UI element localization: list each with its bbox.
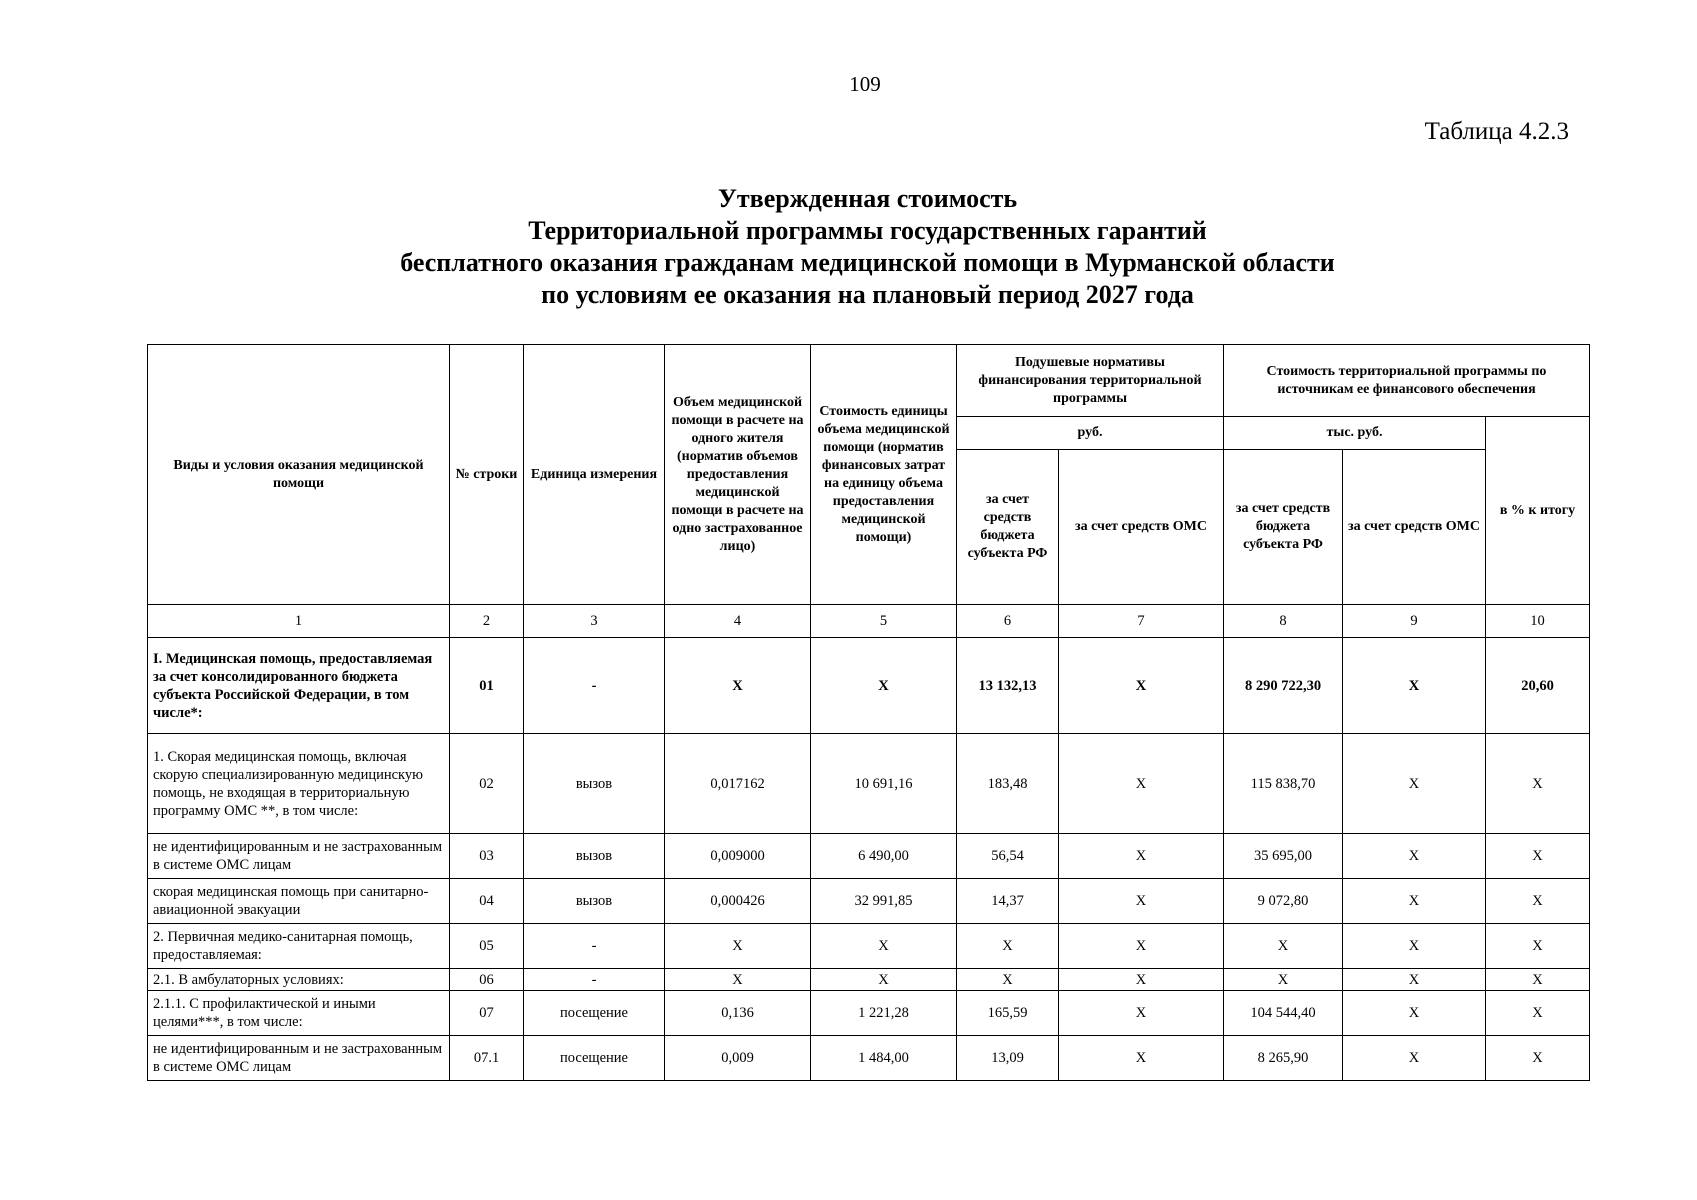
table-row bbox=[148, 638, 1590, 734]
column-number: 2 bbox=[450, 605, 524, 638]
header-unit-rub: руб. bbox=[957, 417, 1224, 450]
row-cost-oms: Х bbox=[1343, 734, 1486, 834]
row-name: 2. Первичная медико-санитарная помощь, предоставляемая: bbox=[148, 924, 450, 969]
table-row bbox=[148, 734, 1590, 834]
row-percent: Х bbox=[1486, 969, 1590, 991]
title-line: Территориальной программы государственных гарантий bbox=[528, 216, 1207, 245]
row-percent: Х bbox=[1486, 834, 1590, 879]
row-volume: 0,136 bbox=[665, 991, 811, 1036]
row-number: 07 bbox=[450, 991, 524, 1036]
row-percent: Х bbox=[1486, 879, 1590, 924]
column-number: 9 bbox=[1343, 605, 1486, 638]
row-volume: 0,009 bbox=[665, 1036, 811, 1081]
row-cost-oms: Х bbox=[1343, 879, 1486, 924]
row-number: 07.1 bbox=[450, 1036, 524, 1081]
header-volume: Объем медицинской помощи в расчете на одного жителя (норматив объемов предоставления медицинской помощи в расчете на одно застрахованное лицо) bbox=[665, 345, 811, 605]
row-pc-budget: 165,59 bbox=[957, 991, 1059, 1036]
row-pc-budget: 183,48 bbox=[957, 734, 1059, 834]
row-name: 2.1. В амбулаторных условиях: bbox=[148, 969, 450, 991]
row-number: 05 bbox=[450, 924, 524, 969]
table-row bbox=[148, 879, 1590, 924]
row-unit-cost: Х bbox=[811, 924, 957, 969]
row-name: не идентифицированным и не застрахованным в системе ОМС лицам bbox=[148, 834, 450, 879]
row-cost-oms: Х bbox=[1343, 991, 1486, 1036]
row-unit-cost: 1 221,28 bbox=[811, 991, 957, 1036]
column-number: 5 bbox=[811, 605, 957, 638]
title-line: по условиям ее оказания на плановый период 2027 года bbox=[541, 280, 1194, 309]
document-title bbox=[140, 183, 1595, 311]
row-number: 01 bbox=[450, 638, 524, 734]
row-unit-cost: Х bbox=[811, 969, 957, 991]
row-name: не идентифицированным и не застрахованным в системе ОМС лицам bbox=[148, 1036, 450, 1081]
row-name: 2.1.1. С профилактической и иными целями***, в том числе: bbox=[148, 991, 450, 1036]
header-pc-oms: за счет средств ОМС bbox=[1059, 450, 1224, 605]
row-unit: посещение bbox=[524, 1036, 665, 1081]
row-pc-budget: 13 132,13 bbox=[957, 638, 1059, 734]
header-per-capita-group: Подушевые нормативы финансирования территориальной программы bbox=[957, 345, 1224, 417]
row-cost-budget: 8 290 722,30 bbox=[1224, 638, 1343, 734]
row-volume: 0,009000 bbox=[665, 834, 811, 879]
row-unit-cost: 10 691,16 bbox=[811, 734, 957, 834]
row-volume: Х bbox=[665, 638, 811, 734]
column-number: 7 bbox=[1059, 605, 1224, 638]
table-row bbox=[148, 991, 1590, 1036]
column-number: 1 bbox=[148, 605, 450, 638]
row-volume: Х bbox=[665, 924, 811, 969]
row-number: 03 bbox=[450, 834, 524, 879]
row-volume: Х bbox=[665, 969, 811, 991]
table-row bbox=[148, 969, 1590, 991]
row-pc-budget: 56,54 bbox=[957, 834, 1059, 879]
row-cost-budget: 104 544,40 bbox=[1224, 991, 1343, 1036]
table-row bbox=[148, 1036, 1590, 1081]
cost-table bbox=[147, 344, 1590, 1081]
row-cost-oms: Х bbox=[1343, 924, 1486, 969]
column-numbers-row bbox=[148, 605, 1590, 638]
row-unit-cost: 32 991,85 bbox=[811, 879, 957, 924]
row-cost-oms: Х bbox=[1343, 1036, 1486, 1081]
table-number: Таблица 4.2.3 bbox=[1424, 118, 1569, 145]
column-number: 8 bbox=[1224, 605, 1343, 638]
header-pc-budget: за счет средств бюджета субъекта РФ bbox=[957, 450, 1059, 605]
row-cost-budget: 35 695,00 bbox=[1224, 834, 1343, 879]
column-number: 3 bbox=[524, 605, 665, 638]
header-unit: Единица измерения bbox=[524, 345, 665, 605]
row-pc-budget: Х bbox=[957, 969, 1059, 991]
row-number: 06 bbox=[450, 969, 524, 991]
row-pc-oms: Х bbox=[1059, 969, 1224, 991]
column-number: 6 bbox=[957, 605, 1059, 638]
row-percent: Х bbox=[1486, 924, 1590, 969]
row-unit: - bbox=[524, 969, 665, 991]
row-number: 02 bbox=[450, 734, 524, 834]
row-percent: 20,60 bbox=[1486, 638, 1590, 734]
row-percent: Х bbox=[1486, 991, 1590, 1036]
row-percent: Х bbox=[1486, 734, 1590, 834]
row-cost-oms: Х bbox=[1343, 638, 1486, 734]
row-cost-budget: Х bbox=[1224, 969, 1343, 991]
row-unit-cost: 1 484,00 bbox=[811, 1036, 957, 1081]
header-unit-cost: Стоимость единицы объема медицинской помощи (норматив финансовых затрат на единицу объема предоставления медицинской помощи) bbox=[811, 345, 957, 605]
header-cost-budget: за счет средств бюджета субъекта РФ bbox=[1224, 450, 1343, 605]
row-volume: 0,017162 bbox=[665, 734, 811, 834]
table-row bbox=[148, 924, 1590, 969]
column-number: 4 bbox=[665, 605, 811, 638]
row-pc-oms: Х bbox=[1059, 638, 1224, 734]
row-name: скорая медицинская помощь при санитарно-авиационной эвакуации bbox=[148, 879, 450, 924]
row-unit-cost: Х bbox=[811, 638, 957, 734]
table-header bbox=[148, 345, 1590, 605]
row-unit: вызов bbox=[524, 879, 665, 924]
row-percent: Х bbox=[1486, 1036, 1590, 1081]
header-cost-group: Стоимость территориальной программы по источникам ее финансового обеспечения bbox=[1224, 345, 1590, 417]
row-unit: - bbox=[524, 638, 665, 734]
header-unit-thous-rub: тыс. руб. bbox=[1224, 417, 1486, 450]
header-row-number: № строки bbox=[450, 345, 524, 605]
row-pc-oms: Х bbox=[1059, 991, 1224, 1036]
row-pc-oms: Х bbox=[1059, 734, 1224, 834]
row-cost-oms: Х bbox=[1343, 834, 1486, 879]
row-cost-budget: 8 265,90 bbox=[1224, 1036, 1343, 1081]
row-pc-budget: 14,37 bbox=[957, 879, 1059, 924]
row-pc-oms: Х bbox=[1059, 924, 1224, 969]
table-row bbox=[148, 834, 1590, 879]
header-kind: Виды и условия оказания медицинской помощи bbox=[148, 345, 450, 605]
row-volume: 0,000426 bbox=[665, 879, 811, 924]
column-number: 10 bbox=[1486, 605, 1590, 638]
row-pc-oms: Х bbox=[1059, 879, 1224, 924]
row-number: 04 bbox=[450, 879, 524, 924]
row-unit: - bbox=[524, 924, 665, 969]
row-unit: вызов bbox=[524, 734, 665, 834]
row-unit: вызов bbox=[524, 834, 665, 879]
row-cost-budget: 9 072,80 bbox=[1224, 879, 1343, 924]
row-cost-budget: Х bbox=[1224, 924, 1343, 969]
title-line: Утвержденная стоимость bbox=[717, 184, 1018, 213]
row-pc-budget: Х bbox=[957, 924, 1059, 969]
row-pc-budget: 13,09 bbox=[957, 1036, 1059, 1081]
table-body bbox=[148, 605, 1590, 1081]
page-number: 109 bbox=[849, 72, 881, 96]
row-cost-budget: 115 838,70 bbox=[1224, 734, 1343, 834]
row-pc-oms: Х bbox=[1059, 1036, 1224, 1081]
header-percent: в % к итогу bbox=[1486, 417, 1590, 605]
row-name: 1. Скорая медицинская помощь, включая скорую специализированную медицинскую помощь, не входящая в территориальную программу ОМС **, в том числе: bbox=[148, 734, 450, 834]
row-pc-oms: Х bbox=[1059, 834, 1224, 879]
row-unit: посещение bbox=[524, 991, 665, 1036]
row-cost-oms: Х bbox=[1343, 969, 1486, 991]
title-line: бесплатного оказания гражданам медицинской помощи в Мурманской области bbox=[400, 248, 1335, 277]
row-unit-cost: 6 490,00 bbox=[811, 834, 957, 879]
row-name: I. Медицинская помощь, предоставляемая за счет консолидированного бюджета субъекта Российской Федерации, в том числе*: bbox=[148, 638, 450, 734]
header-cost-oms: за счет средств ОМС bbox=[1343, 450, 1486, 605]
